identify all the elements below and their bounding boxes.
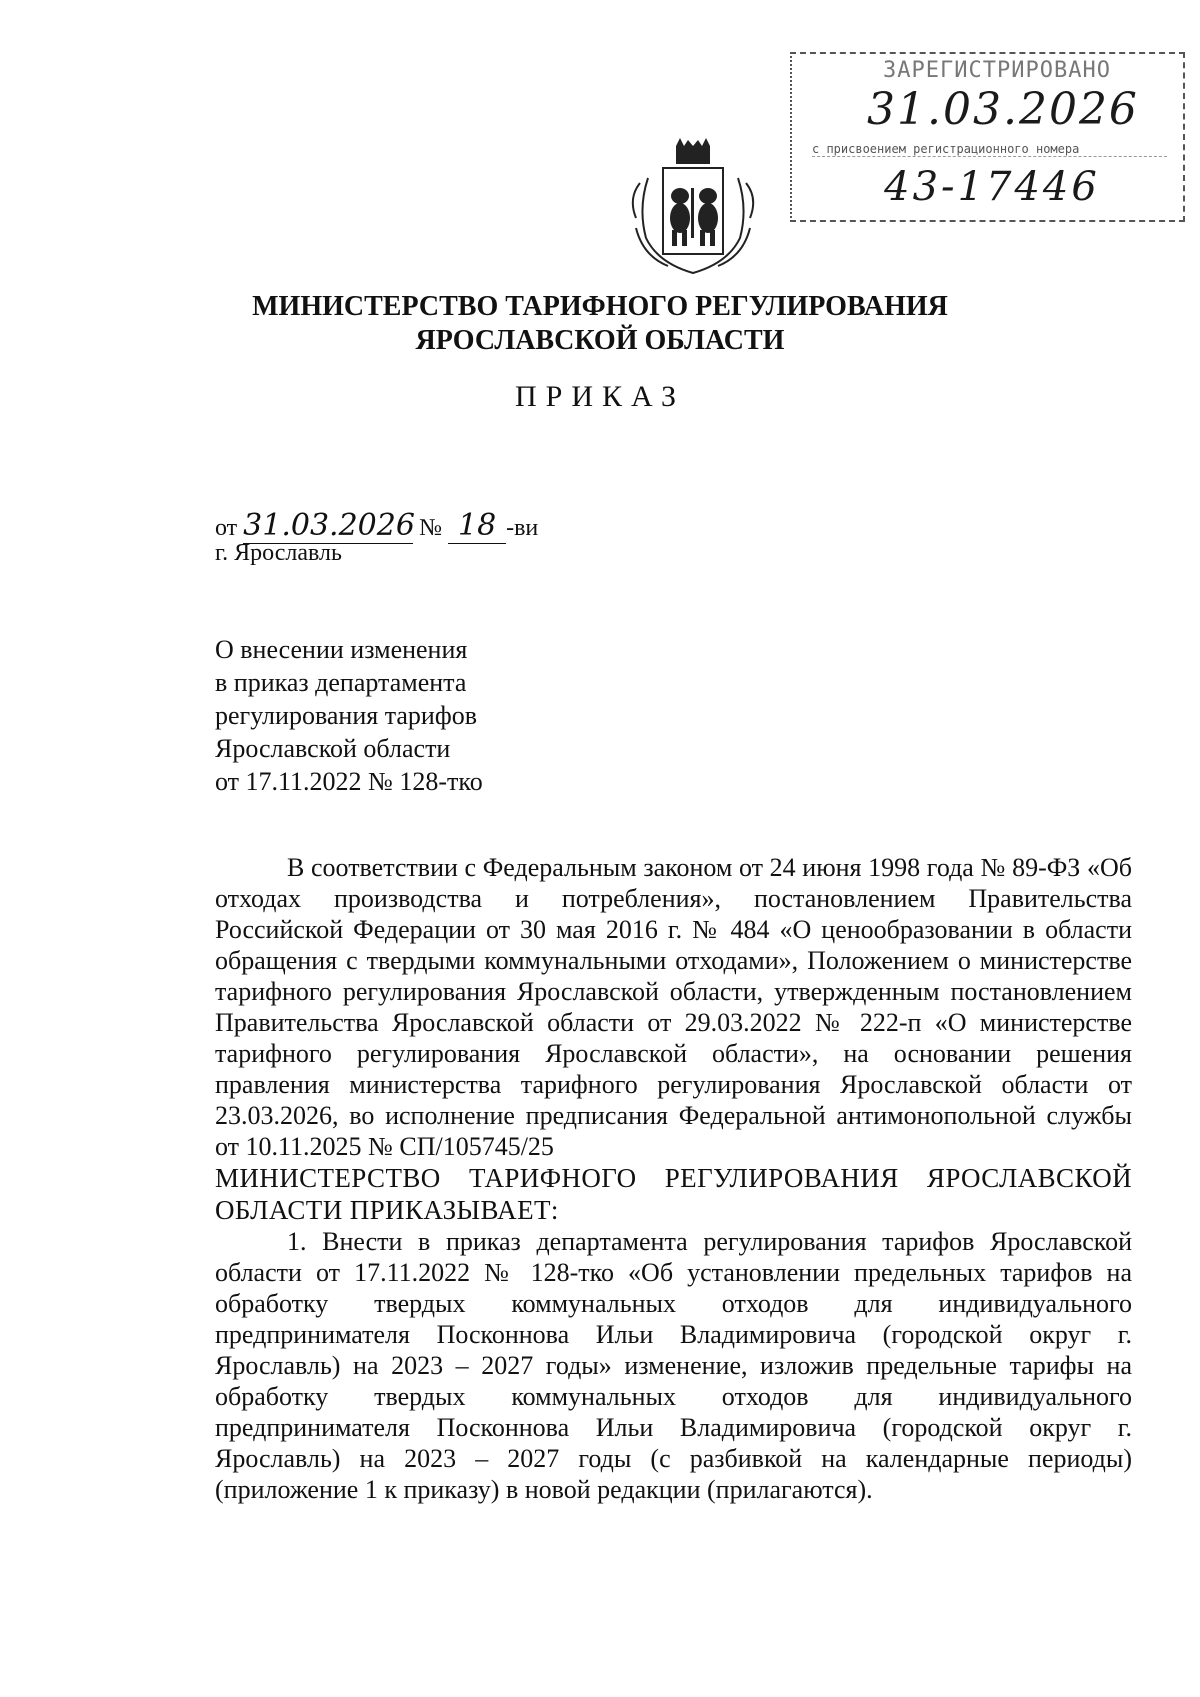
subject-line: от 17.11.2022 № 128-тко [215, 767, 483, 796]
stamp-subheader: с присвоением регистрационного номера [812, 142, 1167, 157]
coat-of-arms-icon [618, 138, 768, 278]
subject-line: О внесении изменения [215, 635, 468, 664]
stamp-header: ЗАРЕГИСТРИРОВАНО [883, 58, 1111, 83]
from-label: от [215, 515, 238, 541]
order-number: 18 [448, 508, 506, 544]
order-body [215, 852, 1132, 1505]
subject-line: в приказ департамента [215, 668, 467, 697]
order-suffix: -ви [506, 515, 539, 541]
order-heading: МИНИСТЕРСТВО ТАРИФНОГО РЕГУЛИРОВАНИЯ ЯРОСЛАВСКОЙ ОБЛАСТИ ПРИКАЗЫВАЕТ: [215, 1163, 1132, 1225]
preamble-paragraph: В соответствии с Федеральным законом от 24 июня 1998 года № 89-ФЗ «Об отходах производства и потребления», постановлением Правительства Российской Федерации от 30 мая 2016 г. № 484 «О ценообразовании в области обращения с твердыми коммунальными отходами», Положением о министерстве тарифного регулирования Ярославской области, утвержденным постановлением Правительства Ярославской области от 29.03.2022 № 222-п «О министерстве тарифного регулирования Ярославской области», на основании решения правления министерства тарифного регулирования Ярославской области от 23.03.2026, во исполнение предписания Федеральной антимонопольной службы от 10.11.2025 № СП/105745/25 [215, 853, 1132, 1161]
order-date: 31.03.2026 [243, 508, 415, 543]
stamp-number: 43-17446 [884, 164, 1100, 210]
document-type: ПРИКАЗ [515, 380, 685, 413]
city: г. Ярославль [215, 540, 342, 566]
registration-stamp [790, 52, 1185, 222]
number-label: № [419, 515, 443, 541]
order-date-line [215, 508, 538, 544]
order-subject [215, 633, 483, 798]
ministry-title-line2: ЯРОСЛАВСКОЙ ОБЛАСТИ [415, 325, 785, 356]
subject-line: Ярославской области [215, 734, 451, 763]
subject-line: регулирования тарифов [215, 701, 477, 730]
order-item-1: 1. Внести в приказ департамента регулирования тарифов Ярославской области от 17.11.2022 № 128-тко «Об установлении предельных тарифов на обработку твердых коммунальных отходов для индивидуального предпринимателя Посконнова Ильи Владимировича (городской округ г. Ярославль) на 2023 – 2027 годы» изменение, изложив предельные тарифы на обработку твердых коммунальных отходов для индивидуального предпринимателя Посконнова Ильи Владимировича (городской округ г. Ярославль) на 2023 – 2027 годы (с разбивкой на календарные периоды) (приложение 1 к приказу) в новой редакции (прилагаются). [215, 1227, 1132, 1504]
ministry-title-line1: МИНИСТЕРСТВО ТАРИФНОГО РЕГУЛИРОВАНИЯ [252, 291, 948, 322]
stamp-date: 31.03.2026 [867, 84, 1139, 135]
